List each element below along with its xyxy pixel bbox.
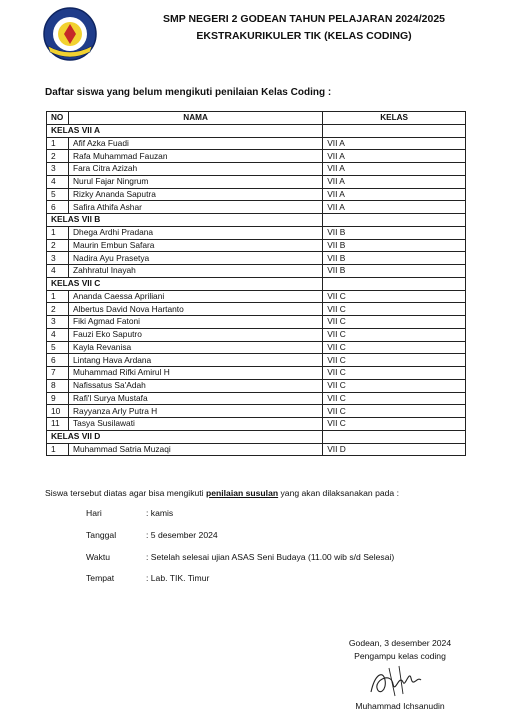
cell-name: Nafissatus Sa'Adah bbox=[68, 379, 322, 392]
detail-value: : 5 desember 2024 bbox=[146, 530, 218, 540]
table-row bbox=[47, 226, 466, 239]
handwritten-signature bbox=[365, 662, 425, 702]
table-row bbox=[47, 303, 466, 316]
cell-kelas: VII C bbox=[323, 379, 466, 392]
cell-kelas: VII C bbox=[323, 303, 466, 316]
cell-name: Ananda Caessa Apriliani bbox=[68, 290, 322, 303]
cell-kelas: VII B bbox=[323, 252, 466, 265]
cell-no: 5 bbox=[47, 188, 69, 201]
cell-no: 8 bbox=[47, 379, 69, 392]
cell-name: Muhammad Satria Muzaqi bbox=[68, 443, 322, 456]
table-row bbox=[47, 392, 466, 405]
detail-hari bbox=[86, 508, 173, 518]
cell-name: Kayla Revanisa bbox=[68, 341, 322, 354]
table-row bbox=[47, 328, 466, 341]
table-row bbox=[47, 379, 466, 392]
cell-name: Zahhratul Inayah bbox=[68, 265, 322, 278]
group-label: KELAS VII A bbox=[47, 124, 323, 137]
cell-no: 10 bbox=[47, 405, 69, 418]
group-empty-cell bbox=[323, 214, 466, 227]
table-row bbox=[47, 354, 466, 367]
table-row bbox=[47, 137, 466, 150]
table-row bbox=[47, 252, 466, 265]
student-table bbox=[46, 111, 466, 456]
cell-kelas: VII A bbox=[323, 150, 466, 163]
group-empty-cell bbox=[323, 277, 466, 290]
header-name: NAMA bbox=[68, 112, 322, 125]
cell-kelas: VII D bbox=[323, 443, 466, 456]
cell-no: 3 bbox=[47, 163, 69, 176]
notice-emphasis: penilaian susulan bbox=[205, 488, 279, 498]
group-row bbox=[47, 430, 466, 443]
cell-no: 1 bbox=[47, 290, 69, 303]
group-empty-cell bbox=[323, 124, 466, 137]
group-row bbox=[47, 124, 466, 137]
cell-name: Rizky Ananda Saputra bbox=[68, 188, 322, 201]
group-row bbox=[47, 277, 466, 290]
cell-name: Fara Citra Azizah bbox=[68, 163, 322, 176]
intro-text: Daftar siswa yang belum mengikuti penilaian Kelas Coding : bbox=[45, 87, 332, 98]
table-row bbox=[47, 405, 466, 418]
cell-kelas: VII A bbox=[323, 175, 466, 188]
detail-tanggal bbox=[86, 530, 218, 540]
detail-value: : kamis bbox=[146, 508, 174, 518]
detail-waktu bbox=[86, 552, 394, 562]
detail-tempat bbox=[86, 573, 209, 583]
signature-name: Muhammad Ichsanudin bbox=[355, 701, 445, 711]
cell-no: 6 bbox=[47, 354, 69, 367]
cell-kelas: VII C bbox=[323, 392, 466, 405]
cell-no: 11 bbox=[47, 418, 69, 431]
cell-no: 1 bbox=[47, 137, 69, 150]
cell-no: 2 bbox=[47, 303, 69, 316]
table-row bbox=[47, 175, 466, 188]
cell-name: Maurin Embun Safara bbox=[68, 239, 322, 252]
table-row bbox=[47, 290, 466, 303]
cell-no: 4 bbox=[47, 328, 69, 341]
cell-name: Nadira Ayu Prasetya bbox=[68, 252, 322, 265]
cell-name: Rafa Muhammad Fauzan bbox=[68, 150, 322, 163]
cell-no: 9 bbox=[47, 392, 69, 405]
table-row bbox=[47, 265, 466, 278]
cell-name: Safira Athifa Ashar bbox=[68, 201, 322, 214]
cell-no: 5 bbox=[47, 341, 69, 354]
group-empty-cell bbox=[323, 430, 466, 443]
detail-label: Tanggal bbox=[86, 530, 117, 540]
cell-name: Rayyanza Arly Putra H bbox=[68, 405, 322, 418]
table-body bbox=[47, 124, 466, 456]
table-header-row bbox=[47, 112, 466, 125]
cell-name: Albertus David Nova Hartanto bbox=[68, 303, 322, 316]
signature-role: Pengampu kelas coding bbox=[354, 651, 446, 661]
cell-kelas: VII A bbox=[323, 201, 466, 214]
cell-no: 3 bbox=[47, 252, 69, 265]
cell-kelas: VII C bbox=[323, 290, 466, 303]
table-row bbox=[47, 367, 466, 380]
cell-kelas: VII A bbox=[323, 137, 466, 150]
table-row bbox=[47, 201, 466, 214]
cell-name: Dhega Ardhi Pradana bbox=[68, 226, 322, 239]
table-row bbox=[47, 188, 466, 201]
document-title: SMP NEGERI 2 GODEAN TAHUN PELAJARAN 2024/2025 bbox=[162, 13, 446, 25]
cell-name: Fiki Agmad Fatoni bbox=[68, 316, 322, 329]
cell-kelas: VII C bbox=[323, 316, 466, 329]
notice-text bbox=[45, 488, 399, 498]
cell-no: 4 bbox=[47, 265, 69, 278]
group-row bbox=[47, 214, 466, 227]
table-row bbox=[47, 418, 466, 431]
school-logo bbox=[42, 6, 98, 62]
cell-kelas: VII C bbox=[323, 354, 466, 367]
cell-kelas: VII A bbox=[323, 163, 466, 176]
cell-no: 2 bbox=[47, 150, 69, 163]
cell-no: 3 bbox=[47, 316, 69, 329]
cell-kelas: VII C bbox=[323, 341, 466, 354]
cell-name: Fauzi Eko Saputro bbox=[68, 328, 322, 341]
group-label: KELAS VII C bbox=[47, 277, 323, 290]
detail-value: : Setelah selesai ujian ASAS Seni Budaya (11.00 wib s/d Selesai) bbox=[146, 552, 395, 562]
table-row bbox=[47, 239, 466, 252]
cell-no: 4 bbox=[47, 175, 69, 188]
cell-kelas: VII C bbox=[323, 328, 466, 341]
detail-value: : Lab. TIK. Timur bbox=[146, 573, 210, 583]
document-subtitle: EKSTRAKURIKULER TIK (KELAS CODING) bbox=[196, 30, 412, 42]
cell-name: Nurul Fajar Ningrum bbox=[68, 175, 322, 188]
cell-name: Lintang Hava Ardana bbox=[68, 354, 322, 367]
table-row bbox=[47, 341, 466, 354]
cell-name: Rafi'l Surya Mustafa bbox=[68, 392, 322, 405]
cell-name: Muhammad Rifki Amirul H bbox=[68, 367, 322, 380]
cell-kelas: VII A bbox=[323, 188, 466, 201]
cell-name: Afif Azka Fuadi bbox=[68, 137, 322, 150]
cell-name: Tasya Susilawati bbox=[68, 418, 322, 431]
cell-kelas: VII C bbox=[323, 367, 466, 380]
detail-label: Tempat bbox=[86, 573, 115, 583]
cell-kelas: VII B bbox=[323, 239, 466, 252]
detail-label: Hari bbox=[86, 508, 102, 518]
notice-after: yang akan dilaksanakan pada : bbox=[278, 488, 399, 498]
table-row bbox=[47, 443, 466, 456]
table-row bbox=[47, 150, 466, 163]
group-label: KELAS VII D bbox=[47, 430, 323, 443]
detail-label: Waktu bbox=[86, 552, 111, 562]
table-row bbox=[47, 316, 466, 329]
cell-no: 1 bbox=[47, 226, 69, 239]
header-kelas: KELAS bbox=[323, 112, 466, 125]
cell-no: 2 bbox=[47, 239, 69, 252]
header-no: NO bbox=[47, 112, 69, 125]
cell-kelas: VII C bbox=[323, 418, 466, 431]
cell-no: 6 bbox=[47, 201, 69, 214]
signature-place-date: Godean, 3 desember 2024 bbox=[348, 638, 452, 648]
table-row bbox=[47, 163, 466, 176]
notice-before: Siswa tersebut diatas agar bisa mengikuti bbox=[45, 488, 206, 498]
cell-kelas: VII C bbox=[323, 405, 466, 418]
cell-kelas: VII B bbox=[323, 265, 466, 278]
cell-no: 1 bbox=[47, 443, 69, 456]
cell-no: 7 bbox=[47, 367, 69, 380]
cell-kelas: VII B bbox=[323, 226, 466, 239]
group-label: KELAS VII B bbox=[47, 214, 323, 227]
